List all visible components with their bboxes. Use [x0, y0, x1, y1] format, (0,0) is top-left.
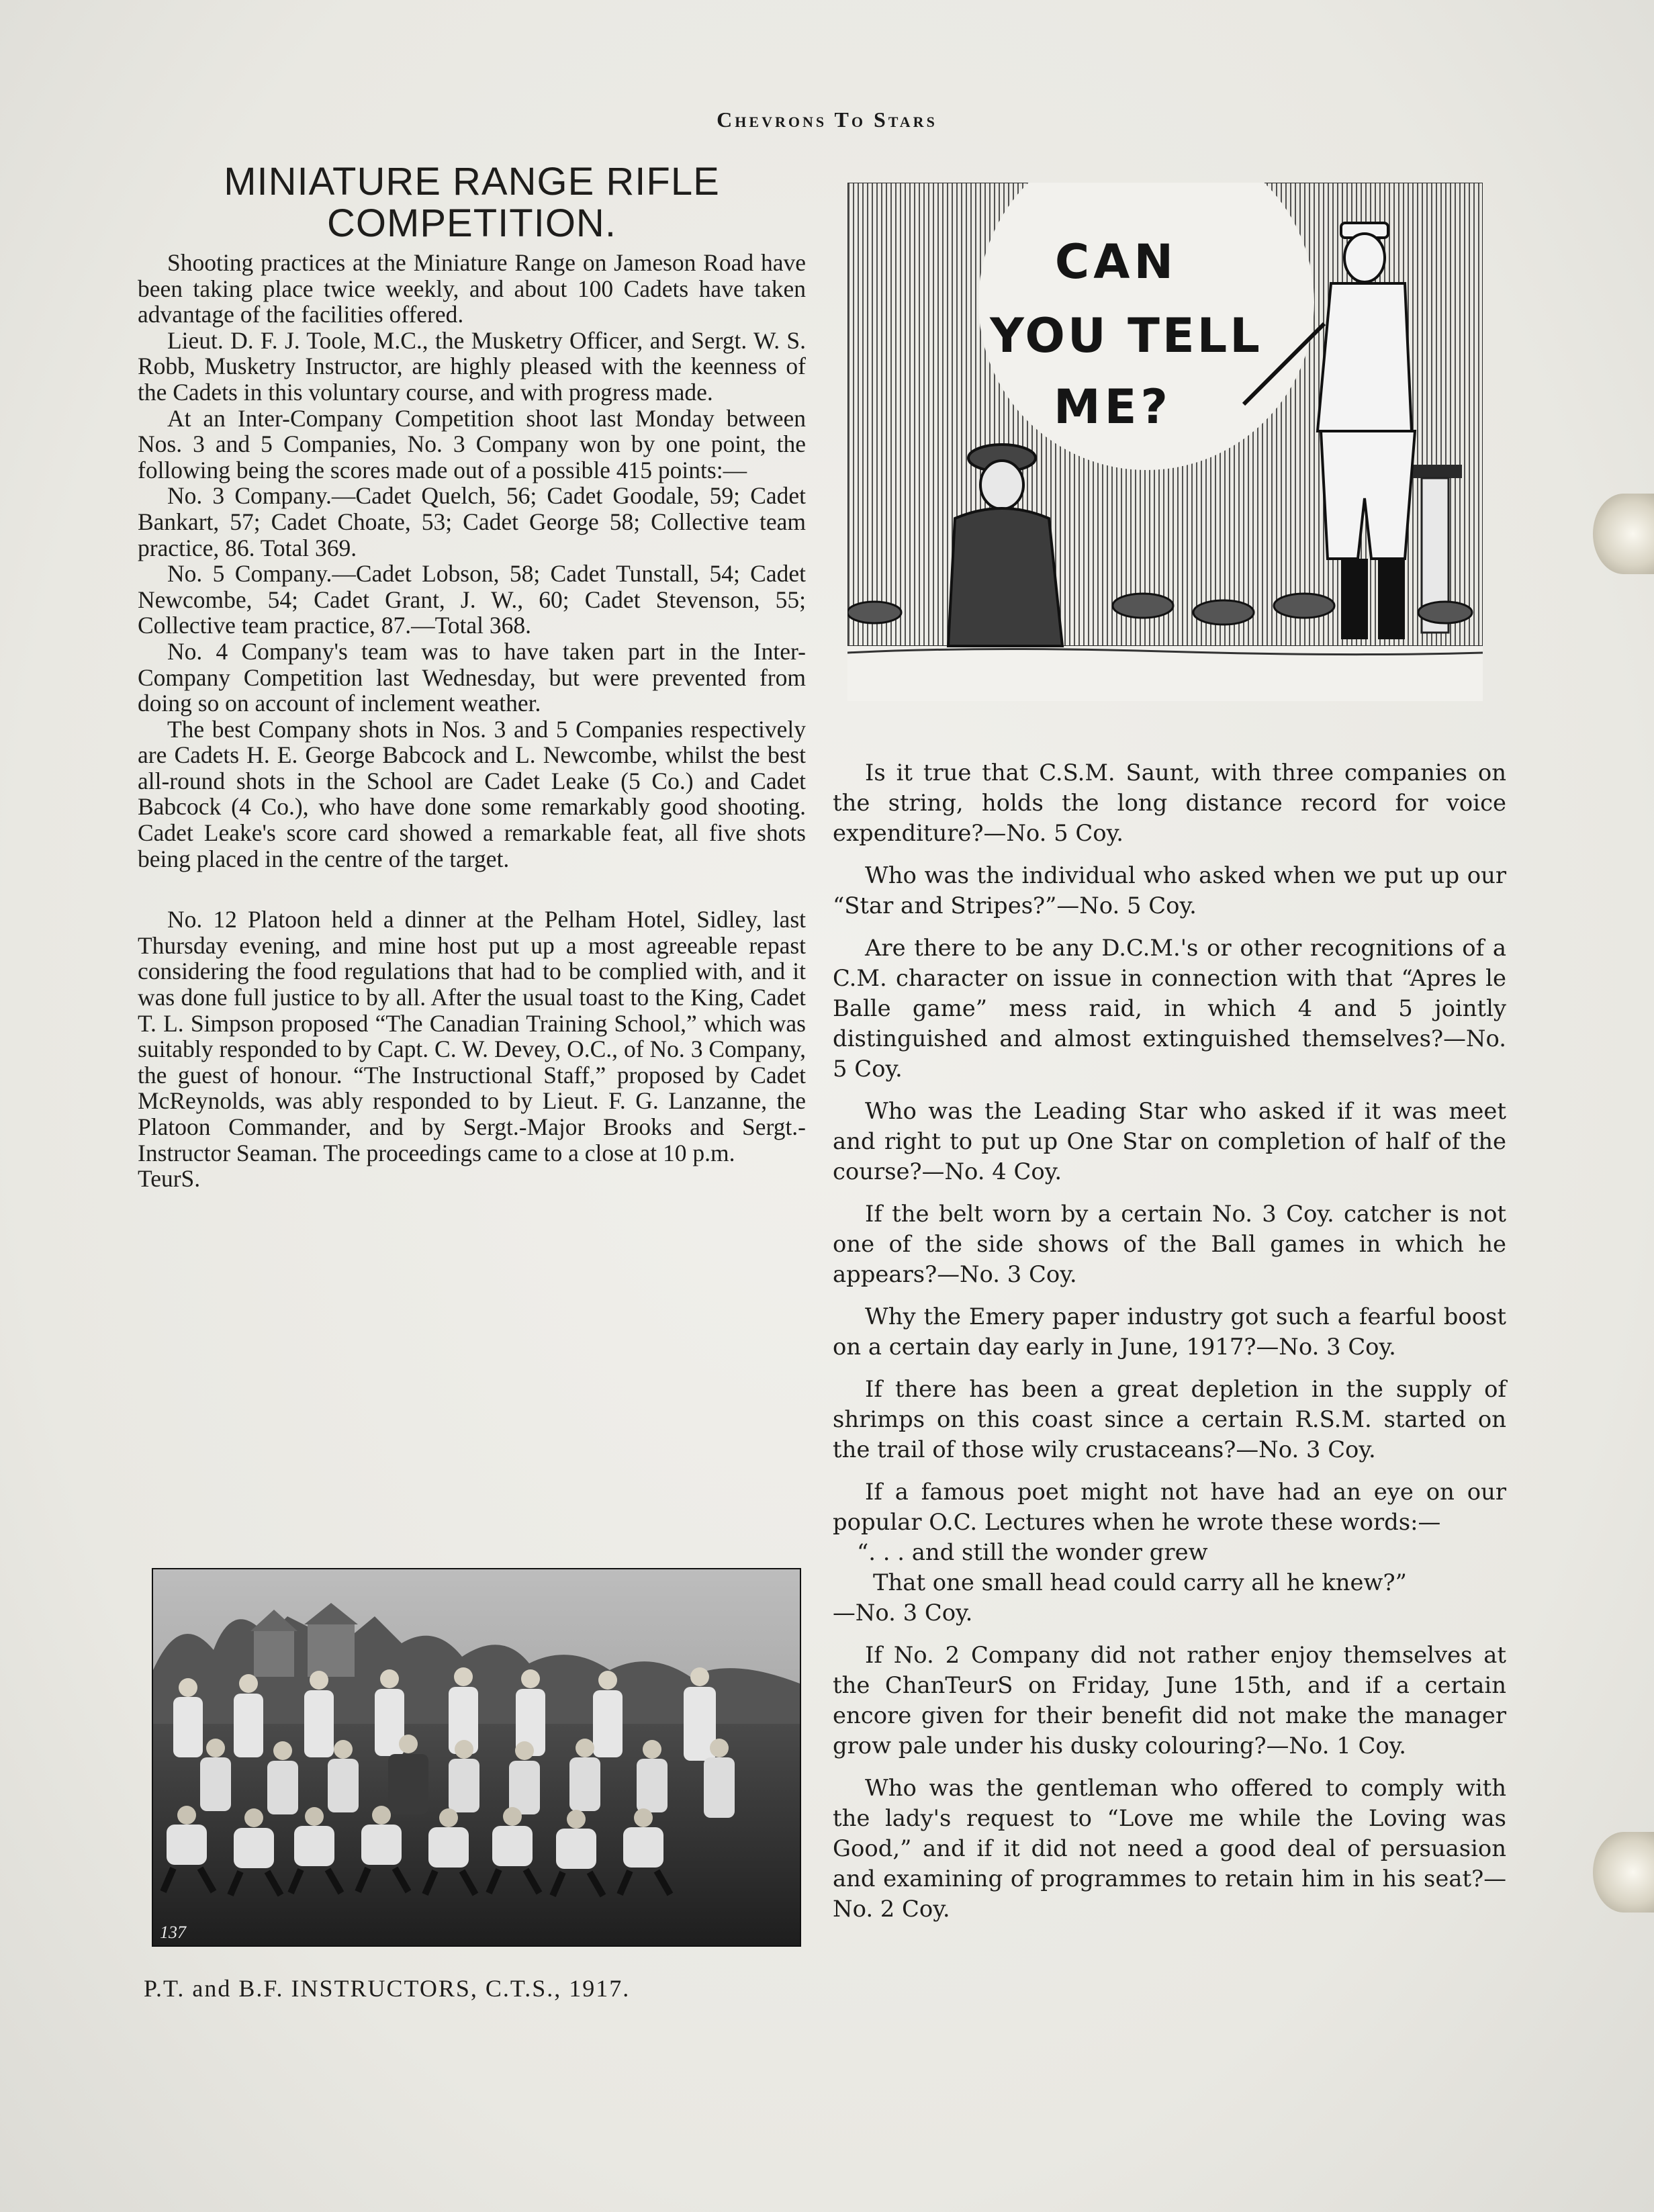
article-paragraph: Shooting practices at the Miniature Range on Jameson Road have been taking place twice weekly, and about 100 Cadets have taken advantage of the facilities offered.	[138, 249, 806, 328]
dinner-paragraph: No. 12 Platoon held a dinner at the Pelham Hotel, Sidley, last Thursday evening, and mine host put up a most agreeable repast considering the food regulations that had to be complied with, and it was done full justice to by all. After the usual toast to the King, Cadet T. L. Simpson proposed “The Canadian Training School,” which was suitably responded to by Capt. C. W. Devey, O.C., of No. 3 Company, the guest of honour. “The Instructional Staff,” proposed by Cadet McReynolds, was ably responded to by Lieut. F. G. Lanzanne, the Platoon Commander, and by Sergt.-Major Brooks and Sergt.-Instructor Seaman. The proceedings came to a close at 10 p.m.	[138, 906, 806, 1166]
dinner-signature: TeurS.	[138, 1165, 201, 1193]
article-headline: MINIATURE RANGE RIFLE COMPETITION.	[224, 160, 720, 245]
cartoon-line-1: CAN	[1054, 234, 1178, 289]
binding-hole	[1593, 1832, 1654, 1913]
running-head: Chevrons To Stars	[717, 107, 937, 132]
question-item: If No. 2 Company did not rather enjoy themselves at the ChanTeurS on Friday, June 15th, and if a certain encore given for their benefit did not make the manager grow pale under his dusky colouring?—No. 1 Coy.	[833, 1642, 1506, 1759]
cartoon-drawing	[847, 183, 1483, 701]
question-item: Are there to be any D.C.M.'s or other recognitions of a C.M. character on issue in connection with that “Apres le Balle game” mess raid, in which 4 and 5 jointly distinguished and almost extinguished themselves?—No. 5 Coy.	[833, 935, 1506, 1082]
photo-number: 137	[160, 1923, 186, 1942]
question-item: Who was the Leading Star who asked if it was meet and right to put up One Star on completion of half of the course?—No. 4 Coy.	[833, 1098, 1506, 1185]
question-item: Is it true that C.S.M. Saunt, with three companies on the string, holds the long distance record for voice expenditure?—No. 5 Coy.	[833, 759, 1506, 846]
group-photo	[152, 1568, 801, 1947]
score-list-company-5: No. 5 Company.—Cadet Lobson, 58; Cadet Tunstall, 54; Cadet Newcombe, 54; Cadet Grant, J. W., 60; Cadet Stevenson, 55; Collective team practice, 87.—Total 368.	[138, 560, 806, 639]
question-item: Who was the individual who asked when we put up our “Star and Stripes?”—No. 5 Coy.	[833, 862, 1506, 919]
question-item: Why the Emery paper industry got such a fearful boost on a certain day early in June, 1917?—No. 3 Coy.	[833, 1303, 1506, 1360]
article-paragraph: At an Inter-Company Competition shoot last Monday between Nos. 3 and 5 Companies, No. 3 Company won by one point, the following being the scores made out of a possible 415 points:—	[138, 404, 806, 483]
article-paragraph: No. 4 Company's team was to have taken part in the Inter-Company Competition last Wednesday, but were prevented from doing so on account of inclement weather.	[138, 637, 806, 717]
score-list-company-3: No. 3 Company.—Cadet Quelch, 56; Cadet Goodale, 59; Cadet Bankart, 57; Cadet Choate, 53; Cadet George 58; Collective team practice, 86. Total 369.	[138, 482, 806, 561]
article-paragraph: The best Company shots in Nos. 3 and 5 Companies respectively are Cadets H. E. George Babcock and L. Newcombe, whilst the best all-round shots in the School are Cadet Leake (5 Co.) and Cadet Babcock (4 Co.), who have done some remarkably good shooting. Cadet Leake's score card showed a remarkable feat, all five shots being placed in the centre of the target.	[138, 715, 806, 872]
left-column	[138, 161, 806, 1192]
poet-intro: If a famous poet might not have had an eye on our popular O.C. Lectures when he wrote these words:—	[833, 1479, 1506, 1535]
poet-quote-line-1: “. . . and still the wonder grew	[857, 1539, 1208, 1565]
group-photo-image	[153, 1569, 800, 1945]
question-item: If the belt worn by a certain No. 3 Coy. catcher is not one of the side shows of the Ball games in which he appears?—No. 3 Coy.	[833, 1201, 1506, 1287]
question-item: If there has been a great depletion in the supply of shrimps on this coast since a certain R.S.M. started on the trail of those wily crustaceans?—No. 3 Coy.	[833, 1376, 1506, 1463]
section-spacer	[138, 872, 806, 907]
poet-quote-line-2: That one small head could carry all he knew?”	[873, 1569, 1407, 1596]
right-column	[833, 757, 1506, 1936]
binding-hole	[1593, 494, 1654, 574]
poet-attribution: —No. 3 Coy.	[833, 1600, 973, 1626]
article-paragraph: Lieut. D. F. J. Toole, M.C., the Musketry Officer, and Sergt. W. S. Robb, Musketry Instructor, are highly pleased with the keenness of the Cadets in this voluntary course, and with progress made.	[138, 326, 806, 406]
cartoon-illustration	[847, 183, 1483, 701]
cartoon-line-3: ME?	[1053, 379, 1173, 434]
cartoon-line-2: YOU TELL	[990, 308, 1262, 363]
photo-caption: P.T. and B.F. INSTRUCTORS, C.T.S., 1917.	[144, 1975, 631, 2002]
question-item: Who was the gentleman who offered to comply with the lady's request to “Love me while the Loving was Good,” and if it did not need a good deal of persuasion and examining of programmes to retain him in his seat?—No. 2 Coy.	[833, 1775, 1506, 1922]
